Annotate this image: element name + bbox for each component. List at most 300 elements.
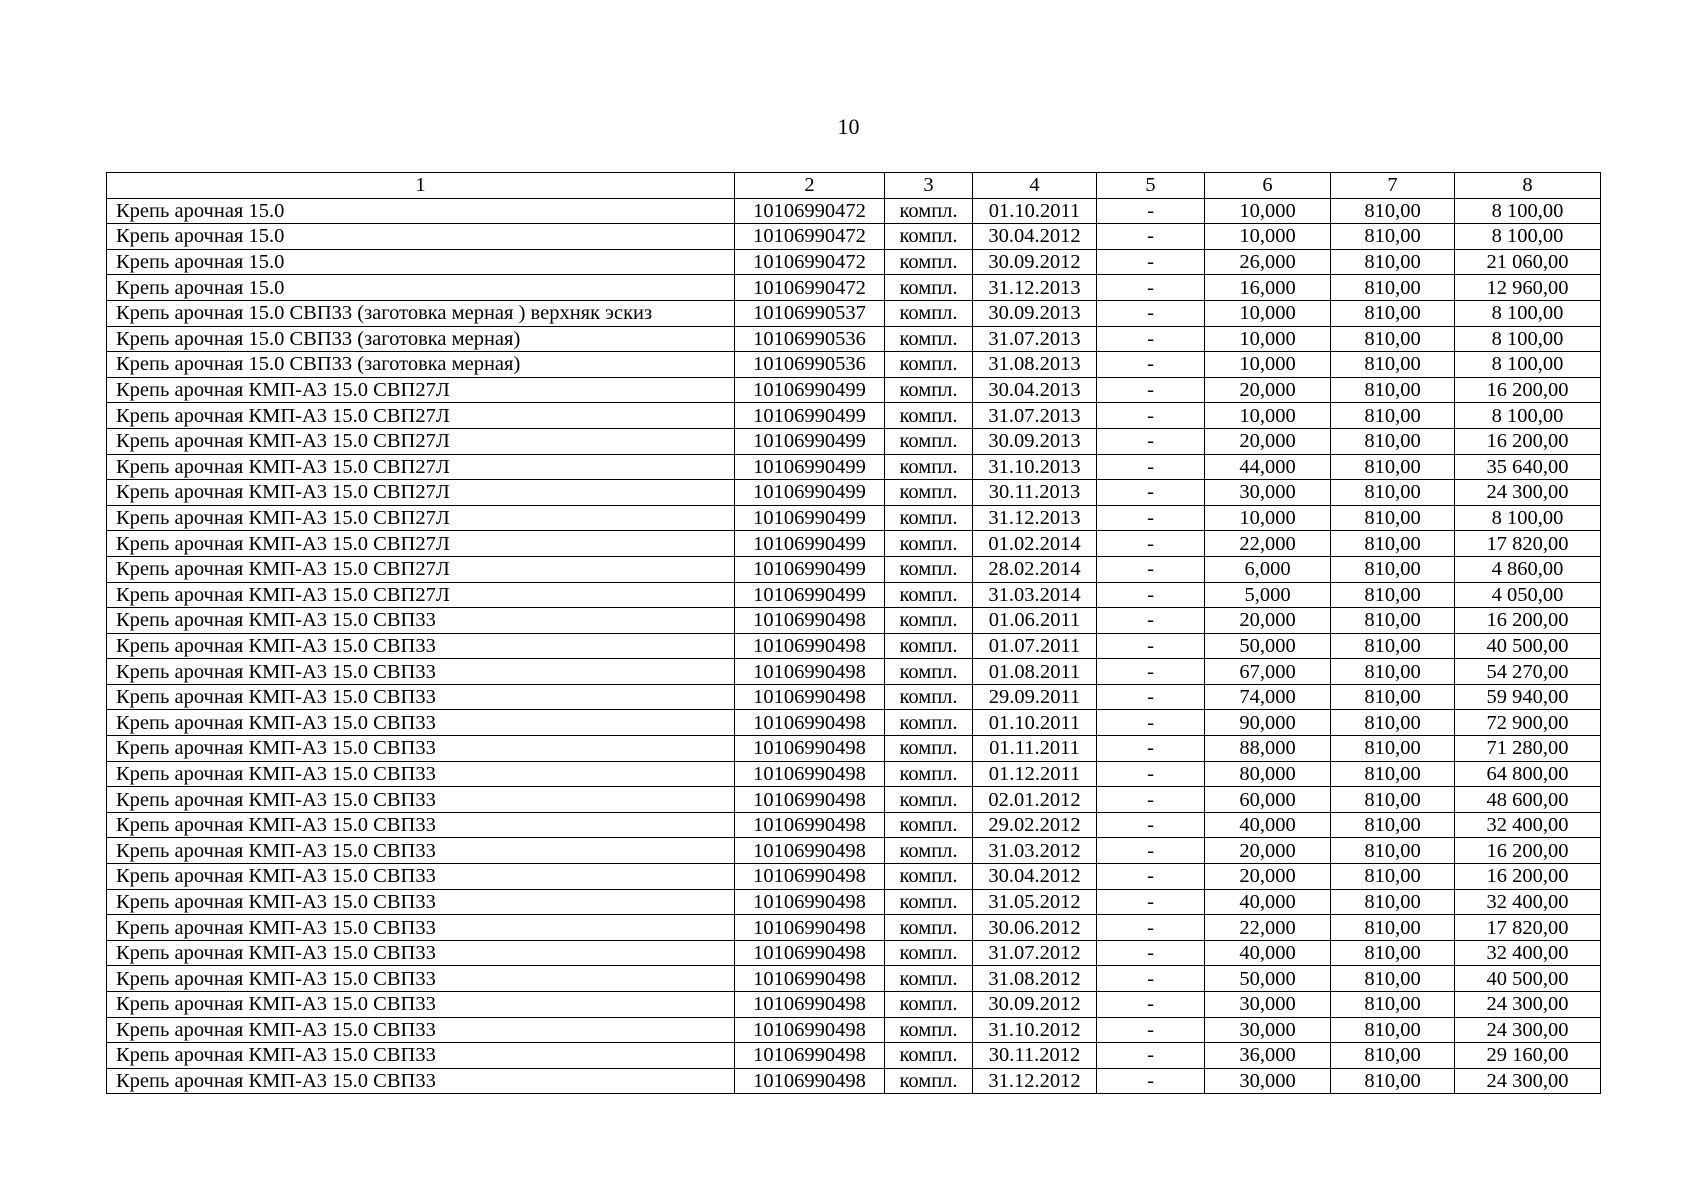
table-row (107, 608, 1601, 634)
quantity-cell: 67,000 (1205, 659, 1331, 685)
table-row (107, 710, 1601, 736)
quantity-cell: 20,000 (1205, 377, 1331, 403)
unit-cell: компл. (885, 454, 973, 480)
date-cell: 28.02.2014 (973, 556, 1097, 582)
item-code-cell: 10106990498 (735, 710, 885, 736)
item-name-cell: Крепь арочная КМП-А3 15.0 СВП27Л (107, 403, 735, 429)
amount-cell: 17 820,00 (1455, 915, 1601, 941)
item-code-cell: 10106990499 (735, 556, 885, 582)
column-header: 7 (1331, 173, 1455, 199)
item-name-cell: Крепь арочная КМП-А3 15.0 СВП33 (107, 633, 735, 659)
amount-cell: 40 500,00 (1455, 633, 1601, 659)
dash-cell: - (1097, 684, 1205, 710)
quantity-cell: 44,000 (1205, 454, 1331, 480)
item-code-cell: 10106990499 (735, 480, 885, 506)
table-row (107, 684, 1601, 710)
price-cell: 810,00 (1331, 940, 1455, 966)
item-code-cell: 10106990498 (735, 864, 885, 890)
price-cell: 810,00 (1331, 1017, 1455, 1043)
item-code-cell: 10106990498 (735, 736, 885, 762)
quantity-cell: 30,000 (1205, 1068, 1331, 1094)
item-code-cell: 10106990498 (735, 889, 885, 915)
quantity-cell: 40,000 (1205, 889, 1331, 915)
price-cell: 810,00 (1331, 684, 1455, 710)
date-cell: 01.08.2011 (973, 659, 1097, 685)
price-cell: 810,00 (1331, 787, 1455, 813)
quantity-cell: 26,000 (1205, 249, 1331, 275)
date-cell: 30.04.2013 (973, 377, 1097, 403)
quantity-cell: 10,000 (1205, 403, 1331, 429)
price-cell: 810,00 (1331, 198, 1455, 224)
table-body (107, 173, 1601, 1094)
table-row (107, 787, 1601, 813)
table-row (107, 966, 1601, 992)
amount-cell: 16 200,00 (1455, 608, 1601, 634)
price-cell: 810,00 (1331, 224, 1455, 250)
date-cell: 30.09.2012 (973, 249, 1097, 275)
price-cell: 810,00 (1331, 608, 1455, 634)
table-row (107, 300, 1601, 326)
item-name-cell: Крепь арочная 15.0 (107, 198, 735, 224)
unit-cell: компл. (885, 505, 973, 531)
table-row (107, 480, 1601, 506)
item-name-cell: Крепь арочная 15.0 СВП33 (заготовка мерная) (107, 352, 735, 378)
unit-cell: компл. (885, 582, 973, 608)
dash-cell: - (1097, 480, 1205, 506)
item-name-cell: Крепь арочная КМП-А3 15.0 СВП27Л (107, 505, 735, 531)
table-row (107, 659, 1601, 685)
unit-cell: компл. (885, 812, 973, 838)
date-cell: 31.03.2012 (973, 838, 1097, 864)
date-cell: 31.03.2014 (973, 582, 1097, 608)
date-cell: 31.07.2013 (973, 326, 1097, 352)
dash-cell: - (1097, 838, 1205, 864)
quantity-cell: 20,000 (1205, 428, 1331, 454)
dash-cell: - (1097, 966, 1205, 992)
item-name-cell: Крепь арочная КМП-А3 15.0 СВП27Л (107, 428, 735, 454)
unit-cell: компл. (885, 249, 973, 275)
price-cell: 810,00 (1331, 710, 1455, 736)
amount-cell: 32 400,00 (1455, 940, 1601, 966)
quantity-cell: 60,000 (1205, 787, 1331, 813)
price-cell: 810,00 (1331, 505, 1455, 531)
quantity-cell: 30,000 (1205, 992, 1331, 1018)
amount-cell: 64 800,00 (1455, 761, 1601, 787)
table-row (107, 454, 1601, 480)
item-code-cell: 10106990498 (735, 812, 885, 838)
price-cell: 810,00 (1331, 300, 1455, 326)
amount-cell: 72 900,00 (1455, 710, 1601, 736)
date-cell: 31.12.2012 (973, 1068, 1097, 1094)
quantity-cell: 10,000 (1205, 198, 1331, 224)
unit-cell: компл. (885, 326, 973, 352)
amount-cell: 16 200,00 (1455, 428, 1601, 454)
price-cell: 810,00 (1331, 377, 1455, 403)
item-name-cell: Крепь арочная КМП-А3 15.0 СВП27Л (107, 480, 735, 506)
inventory-table (106, 172, 1601, 1094)
date-cell: 29.09.2011 (973, 684, 1097, 710)
item-code-cell: 10106990498 (735, 761, 885, 787)
item-name-cell: Крепь арочная КМП-А3 15.0 СВП33 (107, 1043, 735, 1069)
amount-cell: 8 100,00 (1455, 300, 1601, 326)
dash-cell: - (1097, 992, 1205, 1018)
amount-cell: 16 200,00 (1455, 377, 1601, 403)
price-cell: 810,00 (1331, 480, 1455, 506)
unit-cell: компл. (885, 275, 973, 301)
dash-cell: - (1097, 889, 1205, 915)
price-cell: 810,00 (1331, 915, 1455, 941)
table-row (107, 556, 1601, 582)
column-header: 6 (1205, 173, 1331, 199)
amount-cell: 59 940,00 (1455, 684, 1601, 710)
item-name-cell: Крепь арочная КМП-А3 15.0 СВП27Л (107, 556, 735, 582)
unit-cell: компл. (885, 403, 973, 429)
item-name-cell: Крепь арочная КМП-А3 15.0 СВП33 (107, 710, 735, 736)
item-name-cell: Крепь арочная КМП-А3 15.0 СВП27Л (107, 531, 735, 557)
unit-cell: компл. (885, 736, 973, 762)
unit-cell: компл. (885, 377, 973, 403)
amount-cell: 21 060,00 (1455, 249, 1601, 275)
amount-cell: 8 100,00 (1455, 505, 1601, 531)
quantity-cell: 10,000 (1205, 326, 1331, 352)
quantity-cell: 6,000 (1205, 556, 1331, 582)
unit-cell: компл. (885, 889, 973, 915)
dash-cell: - (1097, 300, 1205, 326)
amount-cell: 8 100,00 (1455, 403, 1601, 429)
dash-cell: - (1097, 224, 1205, 250)
unit-cell: компл. (885, 608, 973, 634)
dash-cell: - (1097, 403, 1205, 429)
table-header-row (107, 173, 1601, 199)
quantity-cell: 22,000 (1205, 531, 1331, 557)
dash-cell: - (1097, 377, 1205, 403)
dash-cell: - (1097, 198, 1205, 224)
table-row (107, 1043, 1601, 1069)
date-cell: 30.09.2013 (973, 300, 1097, 326)
item-name-cell: Крепь арочная 15.0 СВП33 (заготовка мерная ) верхняк эскиз (107, 300, 735, 326)
item-code-cell: 10106990498 (735, 608, 885, 634)
unit-cell: компл. (885, 992, 973, 1018)
price-cell: 810,00 (1331, 812, 1455, 838)
price-cell: 810,00 (1331, 736, 1455, 762)
dash-cell: - (1097, 710, 1205, 736)
quantity-cell: 40,000 (1205, 812, 1331, 838)
dash-cell: - (1097, 1068, 1205, 1094)
quantity-cell: 20,000 (1205, 864, 1331, 890)
item-code-cell: 10106990498 (735, 1043, 885, 1069)
date-cell: 01.10.2011 (973, 198, 1097, 224)
dash-cell: - (1097, 454, 1205, 480)
unit-cell: компл. (885, 710, 973, 736)
table-row (107, 582, 1601, 608)
table-row (107, 812, 1601, 838)
unit-cell: компл. (885, 300, 973, 326)
item-code-cell: 10106990498 (735, 940, 885, 966)
price-cell: 810,00 (1331, 838, 1455, 864)
dash-cell: - (1097, 608, 1205, 634)
dash-cell: - (1097, 633, 1205, 659)
unit-cell: компл. (885, 556, 973, 582)
amount-cell: 4 050,00 (1455, 582, 1601, 608)
quantity-cell: 10,000 (1205, 224, 1331, 250)
date-cell: 31.12.2013 (973, 505, 1097, 531)
unit-cell: компл. (885, 1017, 973, 1043)
price-cell: 810,00 (1331, 659, 1455, 685)
dash-cell: - (1097, 556, 1205, 582)
date-cell: 30.11.2013 (973, 480, 1097, 506)
date-cell: 01.11.2011 (973, 736, 1097, 762)
dash-cell: - (1097, 428, 1205, 454)
unit-cell: компл. (885, 633, 973, 659)
price-cell: 810,00 (1331, 249, 1455, 275)
date-cell: 30.09.2013 (973, 428, 1097, 454)
unit-cell: компл. (885, 198, 973, 224)
item-code-cell: 10106990498 (735, 838, 885, 864)
date-cell: 31.08.2013 (973, 352, 1097, 378)
item-code-cell: 10106990498 (735, 684, 885, 710)
amount-cell: 24 300,00 (1455, 1068, 1601, 1094)
date-cell: 31.10.2013 (973, 454, 1097, 480)
column-header: 1 (107, 173, 735, 199)
item-name-cell: Крепь арочная 15.0 СВП33 (заготовка мерная) (107, 326, 735, 352)
item-name-cell: Крепь арочная КМП-А3 15.0 СВП27Л (107, 377, 735, 403)
dash-cell: - (1097, 352, 1205, 378)
quantity-cell: 20,000 (1205, 608, 1331, 634)
price-cell: 810,00 (1331, 1043, 1455, 1069)
item-code-cell: 10106990498 (735, 787, 885, 813)
item-code-cell: 10106990498 (735, 966, 885, 992)
unit-cell: компл. (885, 531, 973, 557)
item-name-cell: Крепь арочная КМП-А3 15.0 СВП33 (107, 915, 735, 941)
price-cell: 810,00 (1331, 1068, 1455, 1094)
date-cell: 01.06.2011 (973, 608, 1097, 634)
dash-cell: - (1097, 531, 1205, 557)
date-cell: 01.12.2011 (973, 761, 1097, 787)
unit-cell: компл. (885, 761, 973, 787)
item-code-cell: 10106990499 (735, 377, 885, 403)
item-name-cell: Крепь арочная КМП-А3 15.0 СВП27Л (107, 582, 735, 608)
item-name-cell: Крепь арочная КМП-А3 15.0 СВП33 (107, 1017, 735, 1043)
quantity-cell: 50,000 (1205, 966, 1331, 992)
unit-cell: компл. (885, 838, 973, 864)
unit-cell: компл. (885, 787, 973, 813)
amount-cell: 24 300,00 (1455, 480, 1601, 506)
table-row (107, 1017, 1601, 1043)
price-cell: 810,00 (1331, 966, 1455, 992)
price-cell: 810,00 (1331, 992, 1455, 1018)
unit-cell: компл. (885, 940, 973, 966)
item-code-cell: 10106990472 (735, 224, 885, 250)
table-row (107, 736, 1601, 762)
table-row (107, 633, 1601, 659)
price-cell: 810,00 (1331, 633, 1455, 659)
dash-cell: - (1097, 249, 1205, 275)
table-row (107, 864, 1601, 890)
quantity-cell: 10,000 (1205, 300, 1331, 326)
amount-cell: 40 500,00 (1455, 966, 1601, 992)
date-cell: 31.10.2012 (973, 1017, 1097, 1043)
item-name-cell: Крепь арочная КМП-А3 15.0 СВП33 (107, 889, 735, 915)
date-cell: 01.10.2011 (973, 710, 1097, 736)
item-name-cell: Крепь арочная КМП-А3 15.0 СВП33 (107, 761, 735, 787)
item-code-cell: 10106990499 (735, 454, 885, 480)
quantity-cell: 5,000 (1205, 582, 1331, 608)
price-cell: 810,00 (1331, 582, 1455, 608)
quantity-cell: 74,000 (1205, 684, 1331, 710)
amount-cell: 12 960,00 (1455, 275, 1601, 301)
unit-cell: компл. (885, 659, 973, 685)
price-cell: 810,00 (1331, 556, 1455, 582)
amount-cell: 8 100,00 (1455, 224, 1601, 250)
inventory-table-wrapper (106, 172, 1601, 1094)
date-cell: 29.02.2012 (973, 812, 1097, 838)
item-code-cell: 10106990472 (735, 275, 885, 301)
item-code-cell: 10106990472 (735, 249, 885, 275)
dash-cell: - (1097, 915, 1205, 941)
dash-cell: - (1097, 940, 1205, 966)
amount-cell: 4 860,00 (1455, 556, 1601, 582)
item-code-cell: 10106990499 (735, 505, 885, 531)
item-name-cell: Крепь арочная КМП-А3 15.0 СВП33 (107, 966, 735, 992)
dash-cell: - (1097, 582, 1205, 608)
amount-cell: 35 640,00 (1455, 454, 1601, 480)
column-header: 5 (1097, 173, 1205, 199)
quantity-cell: 20,000 (1205, 838, 1331, 864)
item-name-cell: Крепь арочная КМП-А3 15.0 СВП33 (107, 1068, 735, 1094)
table-row (107, 838, 1601, 864)
item-name-cell: Крепь арочная КМП-А3 15.0 СВП33 (107, 736, 735, 762)
price-cell: 810,00 (1331, 454, 1455, 480)
dash-cell: - (1097, 761, 1205, 787)
table-row (107, 889, 1601, 915)
item-code-cell: 10106990537 (735, 300, 885, 326)
table-row (107, 1068, 1601, 1094)
item-code-cell: 10106990499 (735, 403, 885, 429)
table-row (107, 377, 1601, 403)
item-name-cell: Крепь арочная КМП-А3 15.0 СВП33 (107, 992, 735, 1018)
table-row (107, 352, 1601, 378)
item-code-cell: 10106990499 (735, 428, 885, 454)
table-row (107, 403, 1601, 429)
dash-cell: - (1097, 659, 1205, 685)
table-row (107, 940, 1601, 966)
amount-cell: 24 300,00 (1455, 1017, 1601, 1043)
date-cell: 31.12.2013 (973, 275, 1097, 301)
dash-cell: - (1097, 1043, 1205, 1069)
item-name-cell: Крепь арочная КМП-А3 15.0 СВП33 (107, 608, 735, 634)
date-cell: 31.07.2013 (973, 403, 1097, 429)
dash-cell: - (1097, 326, 1205, 352)
date-cell: 30.04.2012 (973, 224, 1097, 250)
quantity-cell: 10,000 (1205, 505, 1331, 531)
price-cell: 810,00 (1331, 761, 1455, 787)
quantity-cell: 10,000 (1205, 352, 1331, 378)
quantity-cell: 80,000 (1205, 761, 1331, 787)
table-row (107, 505, 1601, 531)
table-row (107, 275, 1601, 301)
date-cell: 30.11.2012 (973, 1043, 1097, 1069)
dash-cell: - (1097, 505, 1205, 531)
price-cell: 810,00 (1331, 275, 1455, 301)
table-row (107, 224, 1601, 250)
item-name-cell: Крепь арочная КМП-А3 15.0 СВП33 (107, 787, 735, 813)
unit-cell: компл. (885, 480, 973, 506)
item-name-cell: Крепь арочная КМП-А3 15.0 СВП33 (107, 940, 735, 966)
item-name-cell: Крепь арочная КМП-А3 15.0 СВП33 (107, 812, 735, 838)
unit-cell: компл. (885, 915, 973, 941)
price-cell: 810,00 (1331, 352, 1455, 378)
item-name-cell: Крепь арочная КМП-А3 15.0 СВП33 (107, 838, 735, 864)
amount-cell: 24 300,00 (1455, 992, 1601, 1018)
date-cell: 30.09.2012 (973, 992, 1097, 1018)
price-cell: 810,00 (1331, 889, 1455, 915)
item-code-cell: 10106990498 (735, 659, 885, 685)
quantity-cell: 30,000 (1205, 1017, 1331, 1043)
item-code-cell: 10106990498 (735, 633, 885, 659)
item-name-cell: Крепь арочная КМП-А3 15.0 СВП33 (107, 864, 735, 890)
price-cell: 810,00 (1331, 428, 1455, 454)
price-cell: 810,00 (1331, 864, 1455, 890)
dash-cell: - (1097, 736, 1205, 762)
quantity-cell: 22,000 (1205, 915, 1331, 941)
unit-cell: компл. (885, 428, 973, 454)
amount-cell: 29 160,00 (1455, 1043, 1601, 1069)
table-row (107, 198, 1601, 224)
quantity-cell: 30,000 (1205, 480, 1331, 506)
table-row (107, 249, 1601, 275)
table-row (107, 428, 1601, 454)
dash-cell: - (1097, 1017, 1205, 1043)
unit-cell: компл. (885, 1043, 973, 1069)
item-code-cell: 10106990472 (735, 198, 885, 224)
quantity-cell: 50,000 (1205, 633, 1331, 659)
item-code-cell: 10106990536 (735, 326, 885, 352)
price-cell: 810,00 (1331, 531, 1455, 557)
unit-cell: компл. (885, 224, 973, 250)
item-code-cell: 10106990499 (735, 531, 885, 557)
column-header: 8 (1455, 173, 1601, 199)
quantity-cell: 88,000 (1205, 736, 1331, 762)
amount-cell: 8 100,00 (1455, 198, 1601, 224)
unit-cell: компл. (885, 684, 973, 710)
item-code-cell: 10106990499 (735, 582, 885, 608)
item-name-cell: Крепь арочная 15.0 (107, 249, 735, 275)
item-code-cell: 10106990498 (735, 1068, 885, 1094)
unit-cell: компл. (885, 864, 973, 890)
amount-cell: 32 400,00 (1455, 812, 1601, 838)
item-code-cell: 10106990498 (735, 992, 885, 1018)
date-cell: 01.07.2011 (973, 633, 1097, 659)
dash-cell: - (1097, 275, 1205, 301)
unit-cell: компл. (885, 352, 973, 378)
amount-cell: 8 100,00 (1455, 352, 1601, 378)
dash-cell: - (1097, 812, 1205, 838)
column-header: 2 (735, 173, 885, 199)
amount-cell: 16 200,00 (1455, 838, 1601, 864)
date-cell: 30.04.2012 (973, 864, 1097, 890)
table-row (107, 531, 1601, 557)
page-number: 10 (837, 114, 860, 139)
dash-cell: - (1097, 864, 1205, 890)
amount-cell: 71 280,00 (1455, 736, 1601, 762)
item-code-cell: 10106990536 (735, 352, 885, 378)
table-row (107, 761, 1601, 787)
amount-cell: 48 600,00 (1455, 787, 1601, 813)
amount-cell: 54 270,00 (1455, 659, 1601, 685)
date-cell: 31.07.2012 (973, 940, 1097, 966)
unit-cell: компл. (885, 966, 973, 992)
item-name-cell: Крепь арочная КМП-А3 15.0 СВП27Л (107, 454, 735, 480)
